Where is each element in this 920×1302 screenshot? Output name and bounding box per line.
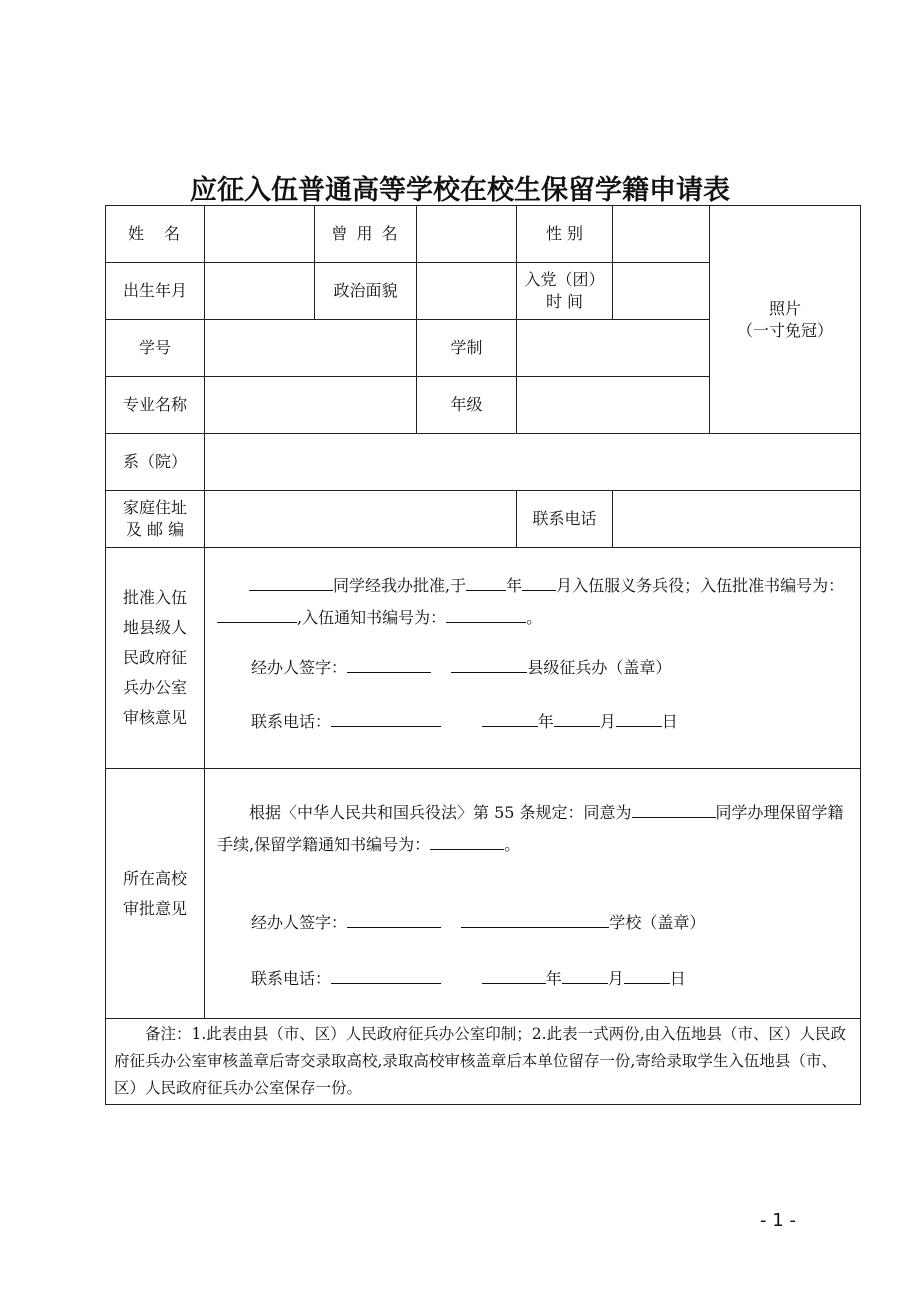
text: 同学经我办批准,于 (333, 576, 467, 595)
school-blank[interactable] (461, 911, 609, 928)
address-field[interactable] (205, 491, 517, 548)
name-field[interactable] (205, 206, 315, 263)
year-blank[interactable] (482, 710, 538, 727)
system-label: 学制 (417, 320, 517, 377)
party-time-line2: 时 间 (545, 292, 584, 311)
text: 月入伍服义务兵役；入伍批准书编号为： (556, 576, 845, 595)
text: 经办人签字： (251, 913, 348, 932)
major-label: 专业名称 (106, 377, 205, 434)
political-label: 政治面貌 (315, 263, 417, 320)
notes: 备注：1.此表由县（市、区）人民政府征兵办公室印制；2.此表一式两份,由入伍地县（市、区）人民政府征兵办公室审核盖章后寄交录取高校,录取高校审核盖章后本单位留存一份,寄给录取学生入伍地县（市、区）人民政府征兵办公室保存一份。 (106, 1019, 861, 1105)
department-field[interactable] (205, 434, 861, 491)
department-label: 系（院） (106, 434, 205, 491)
sign-line (217, 652, 852, 684)
military-review-label (106, 548, 205, 769)
grade-label: 年级 (417, 377, 517, 434)
text: 日 (669, 969, 686, 988)
notice-number-blank[interactable] (446, 606, 526, 623)
major-field[interactable] (205, 377, 417, 434)
page-title: 应征入伍普通高等学校在校生保留学籍申请表 (190, 175, 730, 206)
photo-label: 照片 (768, 298, 801, 318)
page-number: - 1 - (760, 1210, 796, 1231)
text: 年 (537, 712, 554, 731)
text: 同学办理保留学籍手续,保留学籍通知书编号为： (217, 803, 844, 854)
gender-field[interactable] (613, 206, 710, 263)
address-label (106, 491, 205, 548)
birth-label: 出生年月 (106, 263, 205, 320)
student-name-blank[interactable] (632, 801, 716, 818)
text: 月 (599, 712, 616, 731)
address-line1: 家庭住址 (122, 498, 187, 517)
label-line: 审批意见 (122, 898, 187, 918)
label-line: 所在高校 (122, 868, 187, 888)
text: 。 (504, 835, 521, 854)
school-paragraph (217, 797, 852, 861)
application-form (105, 205, 861, 1105)
text: ,入伍通知书编号为： (297, 608, 447, 627)
month-blank[interactable] (562, 967, 608, 984)
label-line: 批准入伍 (122, 588, 187, 607)
year-blank[interactable] (482, 967, 546, 984)
student-id-field[interactable] (205, 320, 417, 377)
signature-blank[interactable] (347, 656, 431, 673)
day-blank[interactable] (624, 967, 670, 984)
approval-number-blank[interactable] (217, 606, 297, 623)
label-line: 兵办公室 (122, 678, 187, 697)
photo-note: （一寸免冠） (736, 320, 833, 340)
text: 日 (661, 712, 678, 731)
text: 县级征兵办（盖章） (527, 658, 672, 677)
phone-date-line (217, 706, 852, 738)
military-review-content (205, 548, 861, 769)
grade-field[interactable] (517, 377, 710, 434)
party-time-line1: 入党（团） (524, 270, 605, 289)
phone-blank[interactable] (331, 710, 441, 727)
text: 年 (545, 969, 562, 988)
text: 年 (506, 576, 523, 595)
student-name-blank[interactable] (249, 574, 333, 591)
party-time-field[interactable] (613, 263, 710, 320)
phone-field[interactable] (613, 491, 861, 548)
label-line: 审核意见 (122, 708, 187, 727)
sign-line (217, 907, 852, 939)
school-review-content (205, 769, 861, 1019)
gender-label: 性 别 (517, 206, 613, 263)
text: 学校（盖章） (609, 913, 706, 932)
name-label: 姓 名 (106, 206, 205, 263)
phone-date-line (217, 963, 852, 995)
student-id-label: 学号 (106, 320, 205, 377)
text: 。 (526, 608, 543, 627)
text: 经办人签字： (251, 658, 348, 677)
text: 联系电话： (251, 969, 332, 988)
label-line: 民政府征 (122, 648, 187, 667)
approval-paragraph (217, 570, 852, 634)
month-blank[interactable] (554, 710, 600, 727)
phone-label: 联系电话 (517, 491, 613, 548)
photo-box[interactable] (710, 206, 861, 434)
signature-blank[interactable] (347, 911, 441, 928)
text: 月 (607, 969, 624, 988)
political-field[interactable] (417, 263, 517, 320)
system-field[interactable] (517, 320, 710, 377)
notice-number-blank[interactable] (430, 833, 504, 850)
day-blank[interactable] (616, 710, 662, 727)
address-line2: 及 邮 编 (125, 520, 185, 539)
year-blank[interactable] (466, 574, 506, 591)
text: 联系电话： (251, 712, 332, 731)
party-time-label (517, 263, 613, 320)
school-review-label (106, 769, 205, 1019)
birth-field[interactable] (205, 263, 315, 320)
month-blank[interactable] (522, 574, 556, 591)
former-name-label: 曾 用 名 (315, 206, 417, 263)
text: 根据〈中华人民共和国兵役法〉第 55 条规定：同意为 (249, 803, 632, 822)
label-line: 地县级人 (122, 618, 187, 637)
former-name-field[interactable] (417, 206, 517, 263)
phone-blank[interactable] (331, 967, 441, 984)
office-blank[interactable] (451, 656, 527, 673)
